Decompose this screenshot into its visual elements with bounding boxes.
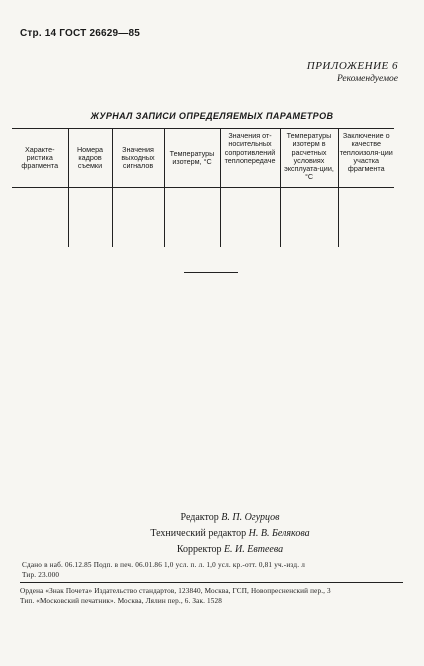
parameters-journal-table bbox=[12, 128, 394, 247]
table-row bbox=[12, 188, 394, 248]
imprint-block bbox=[22, 560, 402, 580]
editor-name: В. П. Огурцов bbox=[221, 512, 280, 523]
tech-editor-name: Н. В. Белякова bbox=[248, 528, 310, 539]
appendix-status: Рекомендуемое bbox=[336, 74, 398, 84]
corrector-name: Е. И. Евтеева bbox=[223, 544, 284, 555]
table-cell bbox=[112, 188, 164, 248]
imprint-line: Сдано в наб. 06.12.85 Подп. в печ. 06.01.86 1,0 усл. п. л. 1,0 усл. кр.-отт. 0,81 уч.-изд. л bbox=[22, 561, 305, 569]
page-header: Стр. 14 ГОСТ 26629—85 bbox=[20, 28, 140, 39]
tech-editor-line bbox=[0, 526, 424, 542]
column-header: Значения выходных сигналов bbox=[112, 129, 164, 188]
printer-line: Тип. «Московский печатник». Москва, Лялин пер., 6. Зак. 1528 bbox=[20, 597, 222, 605]
column-header: Температуры изотерм в расчетных условиях эксплуата-ции, °С bbox=[280, 129, 338, 188]
section-separator bbox=[184, 272, 238, 273]
editor-label: Редактор bbox=[180, 512, 219, 523]
credits-block bbox=[0, 510, 424, 558]
horizontal-rule bbox=[20, 582, 403, 583]
table-cell bbox=[338, 188, 394, 248]
column-header: Значения от-носительных сопротивлений теплопередаче bbox=[220, 129, 280, 188]
publisher-block bbox=[20, 586, 410, 606]
column-header: Температуры изотерм, °С bbox=[164, 129, 220, 188]
table-title: ЖУРНАЛ ЗАПИСИ ОПРЕДЕЛЯЕМЫХ ПАРАМЕТРОВ bbox=[90, 111, 334, 121]
appendix-title: ПРИЛОЖЕНИЕ 6 bbox=[306, 60, 398, 72]
column-header: Характе-ристика фрагмента bbox=[12, 129, 68, 188]
table-cell bbox=[68, 188, 112, 248]
column-header: Номера кадров съемки bbox=[68, 129, 112, 188]
table-cell bbox=[164, 188, 220, 248]
appendix-block bbox=[307, 60, 398, 86]
table-cell bbox=[220, 188, 280, 248]
table-header-row bbox=[12, 129, 394, 188]
imprint-line: Тир. 23.000 bbox=[22, 571, 60, 579]
corrector-line bbox=[0, 542, 424, 558]
publisher-line: Ордена «Знак Почета» Издательство стандартов, 123840, Москва, ГСП, Новопресненский пер., 3 bbox=[20, 587, 331, 595]
table-cell bbox=[12, 188, 68, 248]
column-header: Заключение о качестве теплоизоля-ции участка фрагмента bbox=[338, 129, 394, 188]
editor-line bbox=[0, 510, 424, 526]
table-cell bbox=[280, 188, 338, 248]
corrector-label: Корректор bbox=[176, 544, 222, 555]
tech-editor-label: Технический редактор bbox=[150, 528, 247, 539]
